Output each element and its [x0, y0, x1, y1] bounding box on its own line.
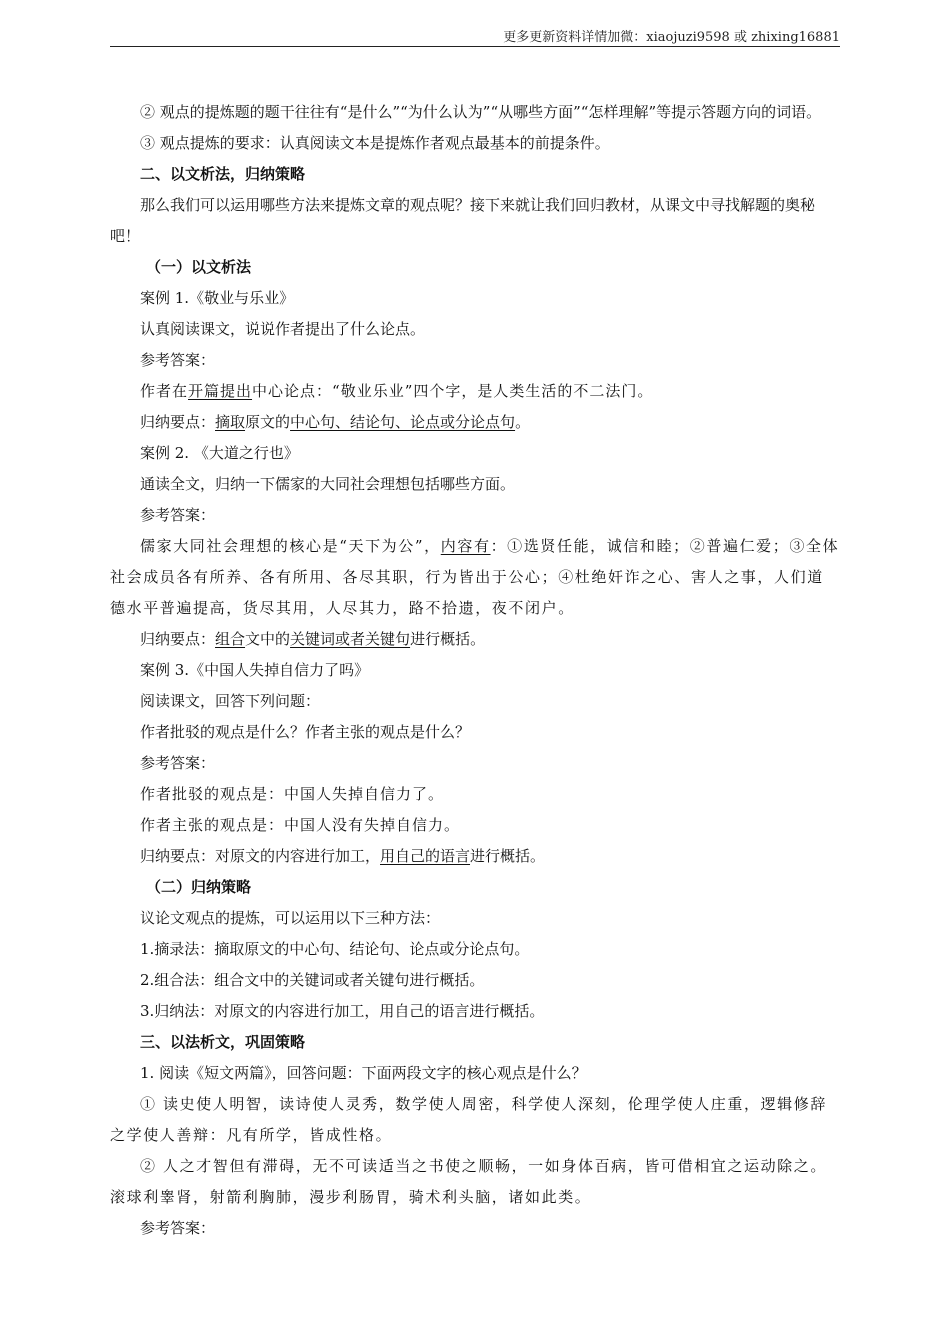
- case2-key-a: 归纳要点：: [140, 630, 216, 648]
- case1-key-c: 。: [515, 413, 531, 431]
- subsection-heading-2: （二）归纳策略: [146, 878, 252, 896]
- exercise-1-reference-label: 参考答案：: [140, 1219, 216, 1237]
- case1-answer-a: 作者在: [140, 382, 189, 400]
- case2-key-c: 进行概括。: [410, 630, 486, 648]
- strategy-3: 3.归纳法：对原文的内容进行加工，用自己的语言进行概括。: [140, 1002, 545, 1020]
- exercise-1-passage-2: ② 人之才智但有滞碍，无不可读适当之书使之顺畅，一如身体百病，皆可借相宜之运动除之。滚球利睾肾，射箭利胸肺，漫步利肠胃，骑术利头脑，诸如此类。: [110, 1157, 827, 1206]
- paragraph-point-2: ② 观点的提炼题的题干往往有“是什么”“为什么认为”“从哪些方面”“怎样理解”等提示答题方向的词语。: [140, 103, 822, 121]
- case2-answer-underlined: 内容有: [440, 537, 491, 555]
- case2-answer-a: 儒家大同社会理想的核心是“天下为公”，: [140, 537, 441, 555]
- case1-answer-b: 中心论点：“敬业乐业”四个字，是人类生活的不二法门。: [252, 382, 654, 400]
- case3-reference-label: 参考答案：: [140, 754, 216, 772]
- case3-key-a: 归纳要点：对原文的内容进行加工，: [140, 847, 381, 865]
- strategy-intro: 议论文观点的提炼，可以运用以下三种方法：: [140, 909, 441, 927]
- case2-answer-b: ：①选贤任能，诚信和睦；②普遍仁爱；③全体社会成员各有所养、各有所用、各尽其职，行为皆出于公心；④杜绝奸诈之心、害人之事，人们道德水平普遍提高，货尽其用，人尽其力，路不拾遗，夜不闭户。: [110, 537, 840, 617]
- strategy-1: 1.摘录法：摘取原文的中心句、结论句、论点或分论点句。: [140, 940, 530, 958]
- case2-key-b: 文中的: [245, 630, 291, 648]
- case1-key-underlined-2: 中心句、结论句、论点或分论点句: [290, 413, 516, 431]
- case3-answer-1: 作者批驳的观点是：中国人失掉自信力了。: [140, 785, 445, 803]
- case1-reference-label: 参考答案：: [140, 351, 216, 369]
- subsection-heading-1: （一）以文析法: [146, 258, 252, 276]
- case3-key-points: [110, 841, 840, 872]
- page-header: [110, 24, 840, 47]
- exercise-1-passage-1: ① 读史使人明智，读诗使人灵秀，数学使人周密，科学使人深刻，伦理学使人庄重，逻辑修辞之学使人善辩：凡有所学，皆成性格。: [110, 1095, 827, 1144]
- case1-key-b: 原文的: [245, 413, 291, 431]
- strategy-2: 2.组合法：组合文中的关键词或者关键句进行概括。: [140, 971, 485, 989]
- case2-key-underlined-1: 组合: [215, 630, 246, 648]
- case1-key-a: 归纳要点：: [140, 413, 216, 431]
- paragraph-point-3: ③ 观点提炼的要求：认真阅读文本是提炼作者观点最基本的前提条件。: [140, 134, 610, 152]
- section-heading-2: 二、以文析法，归纳策略: [140, 165, 306, 183]
- case3-question-1: 阅读课文，回答下列问题：: [140, 692, 321, 710]
- case2-key-points: [110, 624, 840, 655]
- case1-key-points: [110, 407, 840, 438]
- case3-key-b: 进行概括。: [470, 847, 546, 865]
- section-heading-3: 三、以法析文，巩固策略: [140, 1033, 306, 1051]
- case1-question: 认真阅读课文，说说作者提出了什么论点。: [140, 320, 426, 338]
- page-content: [110, 97, 840, 1244]
- case1-title: 案例 1.《敬业与乐业》: [140, 289, 295, 307]
- case2-question: 通读全文，归纳一下儒家的大同社会理想包括哪些方面。: [140, 475, 516, 493]
- case3-answer-2: 作者主张的观点是：中国人没有失掉自信力。: [140, 816, 461, 834]
- case3-key-underlined: 用自己的语言: [380, 847, 471, 865]
- case1-answer: [110, 376, 840, 407]
- exercise-1-question: 1. 阅读《短文两篇》，回答问题：下面两段文字的核心观点是什么？: [140, 1064, 587, 1082]
- case2-reference-label: 参考答案：: [140, 506, 216, 524]
- case3-question-2: 作者批驳的观点是什么？作者主张的观点是什么？: [140, 723, 471, 741]
- case2-answer: [110, 531, 840, 624]
- case1-answer-underlined: 开篇提出: [188, 382, 253, 400]
- case3-title: 案例 3.《中国人失掉自信力了吗》: [140, 661, 370, 679]
- case1-key-underlined-1: 摘取: [215, 413, 246, 431]
- paragraph-intro: 那么我们可以运用哪些方法来提炼文章的观点呢？接下来就让我们回归教材，从课文中寻找解题的奥秘吧！: [110, 196, 816, 245]
- header-text: 更多更新资料详情加微：xiaojuzi9598 或 zhixing16881: [503, 30, 840, 45]
- case2-title: 案例 2. 《大道之行也》: [140, 444, 299, 462]
- case2-key-underlined-2: 关键词或者关键句: [290, 630, 411, 648]
